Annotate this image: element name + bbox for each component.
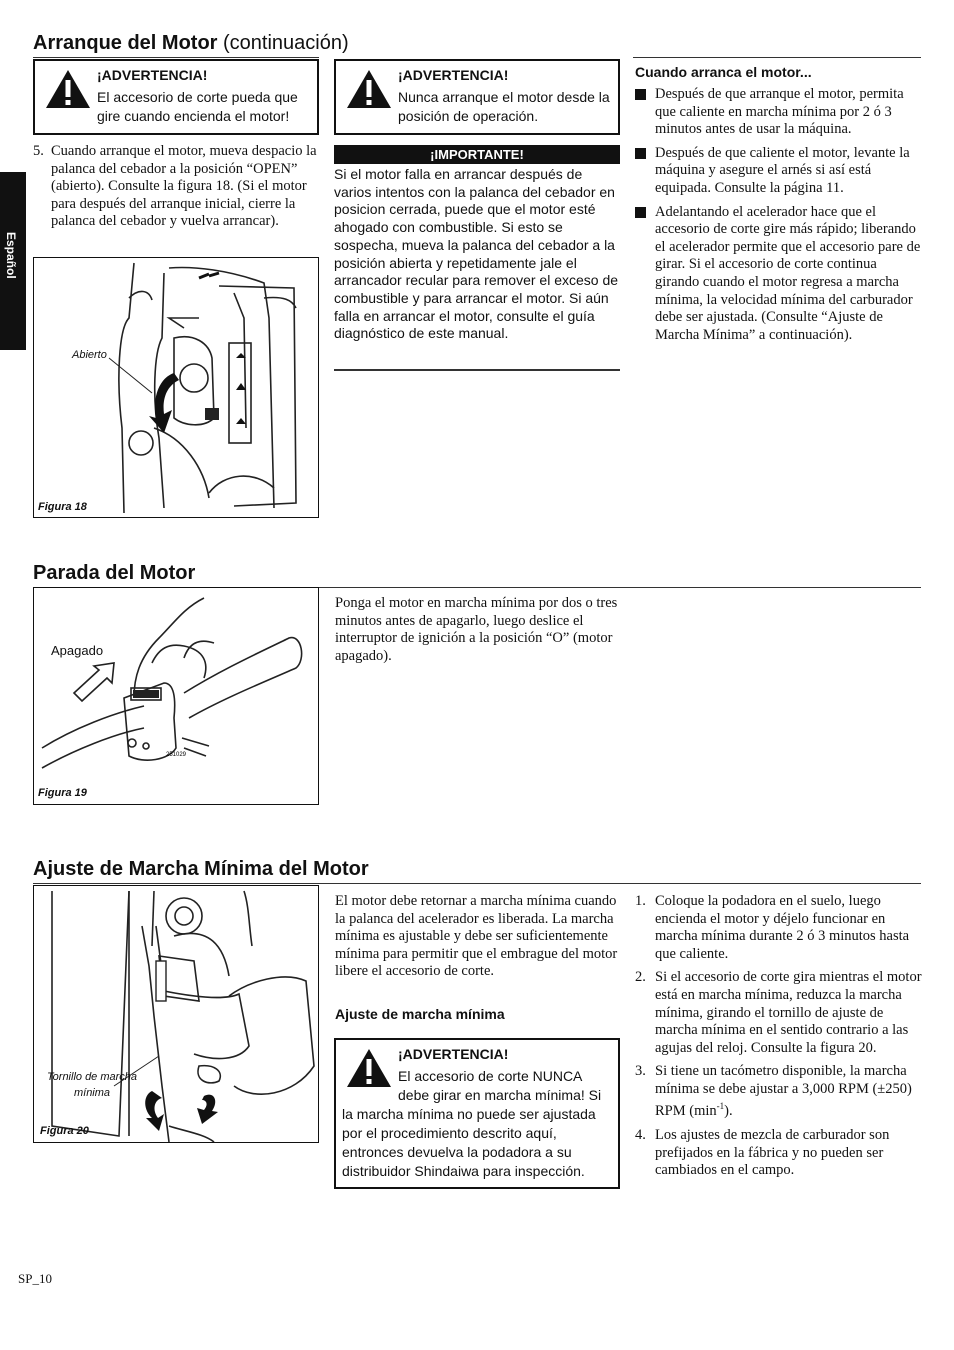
section-title-ajuste: Ajuste de Marcha Mínima del Motor: [33, 858, 369, 880]
ajuste-steps: [635, 893, 923, 1186]
figure-20-callout: Tornillo de marcha mínima: [46, 1071, 138, 1099]
page-number: SP_10: [18, 1271, 52, 1286]
figure-19-code: 251029: [166, 752, 187, 758]
step-number: 4.: [635, 1126, 646, 1143]
section-title-bold: Arranque del Motor: [33, 32, 218, 54]
step-text: Los ajustes de mezcla de carburador son prefijados en la fábrica y no pueden ser cambiados en el campo.: [655, 1126, 890, 1179]
warning-text: Nunca arranque el motor desde la posición de operación.: [398, 89, 610, 124]
section-rule: [33, 57, 319, 58]
figure-18-label: Figura 18: [38, 501, 87, 513]
warning-icon: [45, 69, 91, 109]
warning-title: ¡ADVERTENCIA!: [97, 67, 208, 83]
warning-title: ¡ADVERTENCIA!: [398, 67, 509, 83]
warning-icon: [346, 1048, 392, 1088]
step-text: Si tiene un tacómetro disponible, la marcha mínima se debe ajustar a 3,000 RPM (±250) RPM $(\min^{-1})$.: [655, 1063, 912, 1120]
warning-text: El accesorio de corte NUNCA debe girar en marcha mínima! Si la marcha mínima no puede ser ajustada por el procedimiento descrito aquí, entronces devuelva la podadora a su distribuidor Shindaiwa para inspección.: [342, 1068, 602, 1179]
step-text: Coloque la podadora en el suelo, luego encienda el motor y déjelo funcionar en marcha mínima durante 2 ó 3 minutos hasta que caliente.: [655, 893, 910, 962]
warning-text: El accesorio de corte pueda que gire cuando encienda el motor!: [97, 89, 298, 124]
idle-screw-illustration: [34, 886, 318, 1142]
list-item: [635, 969, 923, 1057]
warning-box-1: [33, 59, 319, 135]
when-starts-list: [635, 86, 923, 344]
step-text: Cuando arranque el motor, mueva despacio la palanca del cebador a la posición “OPEN” (abierto). Consulte la figura 18. (Si el motor para después del arranque inicial, cierre la palanca del cebador y vuelva arrancar).: [51, 143, 317, 230]
important-banner: ¡IMPORTANTE!: [334, 145, 620, 164]
ajuste-intro: El motor debe retornar a marcha mínima cuando la palanca del acelerador es liberada. La marcha mínima es ajustable y debe ser suficientemente mínima para permitir que el embrague del motor libere el accesorio de corte.: [335, 893, 618, 980]
warning-title: ¡ADVERTENCIA!: [398, 1046, 509, 1062]
parada-text: Ponga el motor en marcha mínima por dos o tres minutos antes de apagarlo, luego deslice el interruptor de ignición a la posición “O” (motor apagado).: [335, 595, 618, 664]
list-item: Después de que caliente el motor, levante la máquina y asegure el arnés si así está equipada. Consulte la página 11.: [635, 145, 923, 198]
step-number: 3.: [635, 1063, 646, 1080]
important-text: Si el motor falla en arrancar después de varios intentos con la palanca del cebador en posicion cerrada, puede que el motor esté ahogado con combustible. Si esto se sospecha, mueva la palanca del cebador a la posición abierta y repetidamente jale el arrancador recular para remover el exceso de combustible y para arrancar el motor. Si aún falla en arrancar el motor, consulte el guía diagnóstico de este manual.: [334, 166, 619, 342]
section-title-arranque: [33, 32, 349, 55]
section-title-suffix: (continuación): [223, 32, 349, 54]
list-item: [635, 1127, 923, 1180]
warning-box-2: [334, 59, 620, 135]
step-5: [33, 143, 319, 237]
list-item: [635, 1063, 923, 1121]
figure-20: [33, 885, 319, 1143]
column-rule: [334, 369, 620, 371]
when-starts-heading: Cuando arranca el motor...: [635, 64, 812, 80]
choke-lever-illustration: [34, 258, 318, 517]
list-item: Después de que arranque el motor, permita que caliente en marcha mínima por 2 ó 3 minutos antes de usar la máquina.: [635, 86, 923, 139]
section-rule: [633, 57, 921, 58]
figure-19-callout: Apagado: [51, 643, 104, 658]
step-text: Si el accesorio de corte gira mientras el motor está en marcha mínima, reduzca la marcha mínima, girando el tornillo de ajuste de marcha mínima en el sentido contrario a las agujas del reloj. Consulte la figura 20.: [655, 969, 922, 1056]
list-item: [635, 893, 923, 963]
figure-19-label: Figura 19: [38, 787, 87, 799]
list-item: Adelantando el acelerador hace que el accesorio de corte gire más rápido; liberando el acelerador permite que el accesorio pare de girar. Si el accesorio de corte continua girando cuando el motor regresa a marcha mínima, la velocidad mínima del carburador debe ser ajustada. (Consulte “Ajuste de Marcha Mínima” a continuación).: [635, 204, 923, 345]
figure-19: [33, 587, 319, 805]
warning-icon: [346, 69, 392, 109]
language-tab: [0, 172, 26, 350]
figure-20-label: Figura 20: [40, 1125, 89, 1137]
ajuste-subheading: Ajuste de marcha mínima: [335, 1006, 505, 1022]
step-number: 1.: [635, 893, 646, 909]
step-number: 2.: [635, 969, 646, 986]
ignition-switch-illustration: [34, 588, 318, 804]
step-number: 5.: [33, 143, 44, 159]
section-title-parada: Parada del Motor: [33, 562, 196, 584]
figure-18: [33, 257, 319, 518]
figure-18-callout: Abierto: [72, 349, 107, 361]
section-rule: [319, 587, 921, 588]
language-tab-label: Español: [4, 232, 18, 279]
section-rule: [33, 883, 921, 884]
warning-box-3: [334, 1038, 620, 1189]
